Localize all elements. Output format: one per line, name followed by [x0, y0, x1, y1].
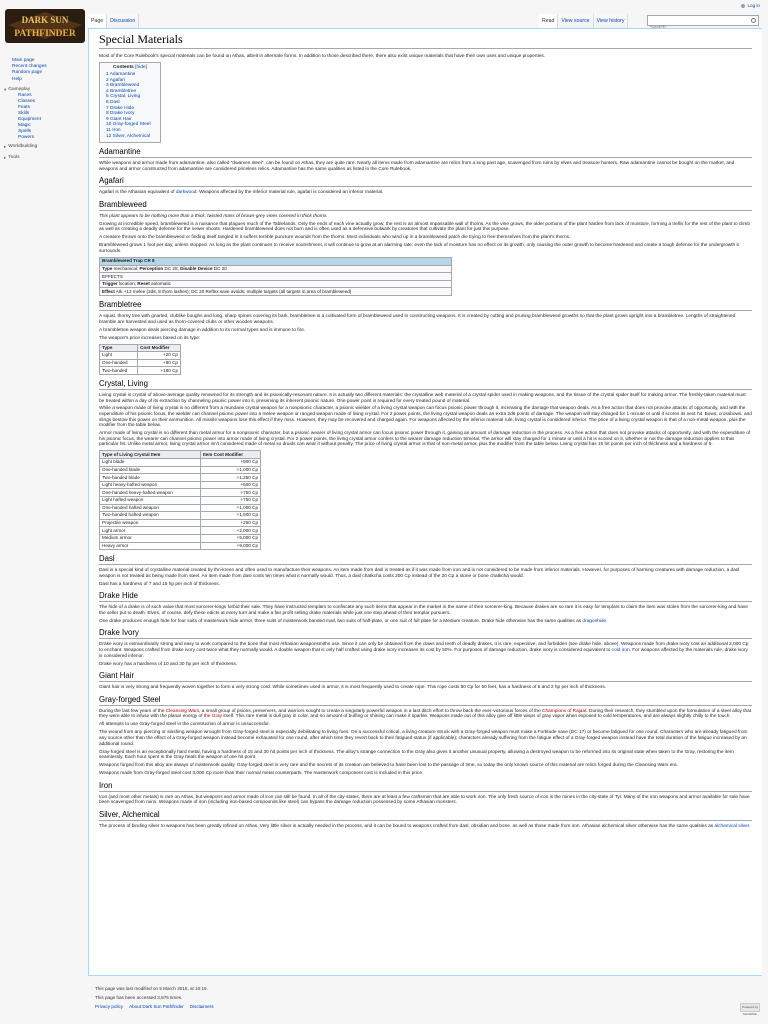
sidebar-item-magic[interactable]: Magic: [18, 122, 31, 128]
cell: Light heavy-hafted weapon: [100, 481, 201, 489]
cell: +900 Cp: [200, 459, 260, 467]
trap-trigger-row: [100, 280, 452, 288]
cell: +750 Cp: [200, 496, 260, 504]
portal-title: Gameplay: [8, 86, 31, 92]
value: automatic: [149, 281, 171, 287]
section-heading-brambletree: Brambletree: [99, 300, 752, 311]
logo-text-top: DARK SUN: [21, 15, 69, 25]
table-of-contents: [99, 62, 161, 143]
sidebar-item-feats[interactable]: Feats: [18, 105, 30, 111]
sidebar-item-skills[interactable]: Skills: [18, 110, 30, 116]
paragraph: [99, 824, 752, 830]
section-heading-adamantine: Adamantine: [99, 147, 752, 158]
text: One drake produces enough hide for four suits of masterwork hide armor, three suits of masterwork banded mail, two suits of half-plate, or one suit of full plate for a Medium creature. Drake hide otherwise has the same qualities as: [99, 618, 583, 624]
privacy-policy-link[interactable]: Privacy policy: [95, 1004, 124, 1009]
footer-last-modified: This page was last modified on 5 March 2015, at 10:15.: [95, 986, 208, 991]
toc-item[interactable]: 8 Drake Ivory: [106, 111, 135, 117]
sidebar-item-classes[interactable]: Classes: [18, 99, 36, 105]
cell: Light hafted weapon: [100, 496, 201, 504]
expanded-arrow-icon: ▾: [4, 86, 7, 92]
cell: Two-handed blade: [100, 474, 201, 482]
sidebar-item-recent-changes[interactable]: Recent changes: [12, 64, 47, 70]
column-header: Item Cost Modifier: [200, 451, 260, 459]
value: DC 25;: [163, 265, 181, 271]
sidebar: [0, 58, 88, 161]
table-row: [100, 496, 261, 504]
toc-item[interactable]: 7 Drake Hide: [106, 105, 134, 111]
table-row: [100, 474, 261, 482]
disclaimers-link[interactable]: Disclaimers: [189, 1004, 214, 1009]
table-row: [100, 359, 181, 367]
label: Type: [102, 265, 113, 271]
section-heading-iron: Iron: [99, 781, 752, 792]
cell: Projectile weapon: [100, 519, 201, 527]
label: Disable Device: [180, 265, 213, 271]
cell: +600 Cp: [200, 481, 260, 489]
tab-view-history[interactable]: View history: [594, 14, 629, 28]
section-heading-agafari: Agafari: [99, 176, 752, 187]
paragraph: [99, 709, 752, 720]
toc-header: [103, 65, 157, 70]
login-link[interactable]: Log in: [747, 3, 760, 8]
sidebar-item-main-page[interactable]: Main page: [12, 58, 35, 63]
text: itself. This rare metal is dull gray in color, and no amount of buffing or shining can make it sparkle. Weapons made out of this alloy give off little wisps of gray vapor when exposed to cold temperatures, and are always slightly chilly to the touch.: [222, 714, 731, 720]
paragraph: Growing at incredible speed, brambleweed is a nuisance that plagues much of the Tablelands. Only the ends of each vine actually grow; the rest is an almost impassable wall of thorns. As the vine grows, the older portions of the plant harden from lack of moisture, forming a trellis for the rest of the plant to climb as well as creating a deadly defense for the newer shoots. Hardened brambleweed does not burn and is often used as a defensive bulwark by creatures that cultivate the plant for just this purpose.: [99, 221, 751, 233]
living-crystal-table: [99, 450, 261, 550]
paragraph: [99, 642, 752, 659]
sidebar-item-spells[interactable]: Spells: [18, 128, 32, 134]
paragraph: The weapon's price increases based on its type:: [99, 335, 201, 341]
text: . Weapons affected by the inferior material rule, agafari is considered an inferior material.: [196, 190, 384, 196]
sidebar-portal-tools[interactable]: [0, 155, 88, 161]
table-row: [100, 352, 181, 360]
table-row: [100, 534, 261, 542]
paragraph: Living crystal is crystal of above-average quality renowned for its strength and its psionically-resonant nature. It is actually two different materials: the crystalline web material of a crystal spider used in making weapons, and the tissue of the crystal spider itself for making armor. The freshly-taken material must be treated within a day of its extraction by channeling psionic power into it, preserving its inherent psionic nature. One power point is required for every treated pound of material.: [99, 392, 746, 404]
toc-item[interactable]: 2 Agafari: [106, 77, 125, 83]
text: Drake ivory is extraordinarily strong and easy to work compared to the bone that most Athasian weaponsmiths use. Since it can only be obtained from the claws and teeth of deadly drakes, it is rare, expensive, and forbidden (see drake hide, above). Weapons made from drake ivory cost an additional 2,000 Cp to enchant. Weapons crafted from drake ivory cost twice what they normally would. A double weapon that is only half crafted using drake ivory increases its cost by 50%. For purposes of damage reduction, drake ivory is considered equivalent to: [99, 642, 749, 654]
toc-item[interactable]: 3 Brambleweed: [106, 83, 140, 89]
toc-item[interactable]: 10 Gray-forged Steel: [106, 122, 151, 128]
paragraph: Iron (and most other metals) is rare on Athas, but weapons and armor made of iron can still be found. In all of the city-states, there are at least a few craftsmen that are able to work iron. The only fresh source of iron is the mines in the city-state of Tyr. Many of the iron weapons and armor available for sale have been scavenged from ruins. Weapons made of iron (including iron-based compounds like steel) can bypass the damage reduction possessed by some Athasian monsters.: [99, 794, 750, 806]
cell: Heavy armor: [100, 542, 201, 550]
cell: +5,000 Cp: [200, 534, 260, 542]
paragraph: The hide of a drake is of such value that most sorcerer-kings forbid their sale. They have instructed templars to confiscate any such items that appear in the market in the name of their sorcerer-king. Because drakes are so rare it is easy for templars to claim the item was stolen from the sorcerer-king and have the seller put to death. Elves, of course, defy these edicts at every turn and make a fair profit selling drake materials while just one step ahead of their templar pursuers.: [99, 605, 748, 616]
trap-effects-head: EFFECTS: [100, 273, 452, 281]
intro-paragraph: Most of the Core Rulebook's special materials can be found on Athas, albeit in alternate forms. In addition to those described there, there also exist unique materials that have their own uses and unique properties.: [99, 54, 546, 59]
sidebar-item-equipment[interactable]: Equipment: [18, 116, 41, 122]
paragraph: Weapons forged from this alloy are always of masterwork quality. Gray-forged steel is very rare and the secrets of its creation are believed to have been lost to the passage of time, so today the only known source of this material are relics forged during the Cleansing Wars era.: [99, 763, 678, 769]
label: Effect: [102, 288, 115, 294]
table-row: [100, 367, 181, 375]
paragraph: A creature thrown onto the brambleweed or finding itself tangled in it suffers terrible puncture wounds from the thorns. Most individuals who wind up in a brambleweed patch die trying to free themselves from the plant's thorns.: [99, 235, 571, 241]
page-title: Special Materials: [99, 32, 752, 49]
paragraph: Armor made of living crystal is no different than metal armor for a nonpsionic character, but a psionic wearer of living crystal armor can focus psionic power through it, gaining an amount of damage reduction in the process. As a free action that does not provoke attacks of opportunity, and with the expenditure of his psionic focus, the wearer can channel psionic power into armor made of living crystal. For 2 power points, the living crystal armor confers to the wearer damage reduction 5/metal. The armor will stay charged for 1 minute or until a hit is scored on it, whether or not the damage reduction applies to that particular hit. Unlike metal armor, living crystal armor isn't considered made of metal so druids can wear it without penalty. The price of living crystal armor is that of non-metal armor, plus the modifier from the table below. Living crystal has 15 hit points per inch of thickness and a hardness of 5.: [99, 431, 751, 448]
toc-item[interactable]: 12 Silver, Alchemical: [106, 133, 150, 139]
paragraph: Brambleweed grows 1 foot per day, unless stopped. As long as the plant continues to receive nourishment, it will continue to grow at an alarming rate; even the lack of moisture has no effect on its growth, only causing the outer growth to become hardened and create a tough defense for the undergrowth it surrounds.: [99, 243, 739, 255]
section-heading-dasl: Dasl: [99, 554, 752, 565]
toc-toggle[interactable]: [hide]: [135, 64, 147, 70]
footer-icons: [740, 1003, 760, 1016]
cell: Two-handed: [100, 367, 138, 375]
tab-discussion[interactable]: Discussion: [107, 14, 139, 28]
text: During the last few years of the: [99, 708, 166, 714]
table-row: [100, 542, 261, 550]
site-logo[interactable]: [5, 9, 85, 43]
label: Perception: [139, 265, 164, 271]
table-row: [100, 512, 261, 520]
value: location;: [117, 281, 138, 287]
toc-item[interactable]: 6 Dasl: [106, 99, 120, 105]
paragraph: Drake ivory has a hardness of 10 and 30 hp per inch of thickness.: [99, 661, 238, 667]
cell: +180 Cp: [138, 367, 181, 375]
column-header: Type: [100, 344, 138, 352]
paragraph: Dasl has a hardness of 7 and 15 hp per inch of thickness.: [99, 581, 220, 587]
section-heading-silver-alchemical: Silver, Alchemical: [99, 810, 752, 821]
section-heading-drake-ivory: Drake Ivory: [99, 628, 752, 639]
footer-places: [95, 1004, 760, 1009]
paragraph: A brambletree weapon deals piercing damage in addition to its normal types and is immune to fire.: [99, 327, 306, 333]
cell: +1,500 Cp: [200, 512, 260, 520]
trap-effect-row: [100, 288, 452, 296]
cell: Two-handed hafted weapon: [100, 512, 201, 520]
view-tabs: [539, 14, 628, 28]
collapsed-arrow-icon: ▸: [4, 154, 7, 160]
cell: +1,250 Cp: [200, 474, 260, 482]
cell: One-handed heavy-hafted weapon: [100, 489, 201, 497]
tab-page[interactable]: Page: [88, 14, 107, 28]
about-link[interactable]: About Dark Sun Pathfinder: [129, 1004, 184, 1009]
cell: +2,000 Cp: [200, 527, 260, 535]
sidebar-portal-worldbuilding[interactable]: [0, 144, 88, 150]
tab-read[interactable]: Read: [539, 14, 558, 28]
sidebar-item-help[interactable]: Help: [12, 76, 22, 82]
label: Reset: [137, 281, 150, 287]
cell: +1,000 Cp: [200, 466, 260, 474]
paragraph: While weapons and armor made from adamantine, also called "dwarven steel", can be found on Athas, they are quite rare. Nearly all items made from adamantine are relics from a long past age, scavenged from ruins by elves and treasure hunters. Raw adamantine cannot be bought on the market, and weapons and armor constructed from adamantine are considered priceless relics. Adamantine has the same qualities as listed in the Core Rulebook.: [99, 161, 735, 172]
text: .: [749, 823, 751, 829]
mediawiki-badge-icon[interactable]: Powered by MediaWiki: [740, 1003, 760, 1012]
table-row: [100, 459, 261, 467]
table-row: [100, 504, 261, 512]
paragraph: [99, 619, 752, 625]
cell: +750 Cp: [200, 489, 260, 497]
section-heading-brambleweed: Brambleweed: [99, 200, 752, 211]
table-row: [100, 519, 261, 527]
paragraph: [99, 190, 752, 196]
cell: Light armor: [100, 527, 201, 535]
main-content: [88, 28, 762, 976]
link-alchemical-silver[interactable]: alchemical silver: [714, 823, 750, 829]
cell: One-handed blade: [100, 466, 201, 474]
cell: +250 Cp: [200, 519, 260, 527]
link-champions-of-rajaat[interactable]: Champions of Rajaat: [542, 708, 587, 714]
cell: One-handed: [100, 359, 138, 367]
cell: +90 Cp: [138, 359, 181, 367]
table-row: [100, 527, 261, 535]
sidebar-item-races[interactable]: Races: [18, 93, 32, 99]
logo-text-bottom: PATHFINDER: [14, 29, 76, 39]
collapsed-arrow-icon: ▸: [4, 144, 7, 150]
text: . For weapons affected by the materials rule, drake ivory is considered inferior.: [99, 648, 748, 659]
table-row: [100, 466, 261, 474]
portal-title: Tools: [8, 154, 20, 160]
cell: One-handed hafted weapon: [100, 504, 201, 512]
sidebar-navigation: [0, 58, 88, 83]
column-header: Cost Modifier: [138, 344, 181, 352]
personal-tools: [741, 3, 760, 8]
trap-type-row: [100, 265, 452, 273]
toc-item[interactable]: 5 Crystal, Living: [106, 94, 141, 100]
flavor-text: This plant appears to be nothing more than a thick, twisted mass of brown-grey vines covered in thick thorns.: [99, 213, 328, 219]
sidebar-gameplay-list: [0, 93, 88, 140]
paragraph: All attempts to use Gray-forged steel in the construction of armor is unsuccessful.: [99, 722, 270, 728]
cell: Medium armor: [100, 534, 201, 542]
toc-item[interactable]: 9 Giant Hair: [106, 116, 132, 122]
paragraph: Dasl is a special kind of crystalline material created by thri-kreen and often used to manufacture their weapons. An item made from dasl is treated as if it was made from iron and is not considered to be made from inferior materials. However, for purposes of harming creatures with damage reduction, a dasl weapon is not treated as being made from steel. An item made from dasl costs ten times what it normally would. Thus, a dasl chatkcha costs 200 Cp instead of the 20 Cp a stone or bone chatkcha would.: [99, 568, 740, 579]
paragraph: The wound from any piercing or slashing weapon wrought from Gray-forged steel is especially debilitating to living foes. On a successful critical, a living creature struck with a Gray-forged weapon must make a Fortitude save (DC 17) or become fatigued for one round. Characters who are already fatigued from any source other than the effect of a Gray-forged weapon instead become exhausted for one round, after which time they revert back to their fatigued status (if applicable); characters already suffering from the fatigue effect of a Gray-forged weapon instead have the total duration of the fatigue increased by an additional round.: [99, 730, 748, 747]
label: Trigger: [102, 281, 118, 287]
search-box: [647, 15, 759, 26]
paragraph: Weapons made from Gray-forged steel cost 3,000 Cp more than their normal metal counterparts. The masterwork component cost is included in this price.: [99, 771, 424, 777]
cell: +1,000 Cp: [200, 504, 260, 512]
tab-view-source[interactable]: View source: [558, 14, 593, 28]
section-heading-gray-forged-steel: Gray-forged Steel: [99, 695, 752, 706]
link-cold-iron[interactable]: cold iron: [611, 648, 630, 654]
paragraph: Gray-forged steel is an exceptionally hard metal, having a hardness of 15 and 30 hit points per inch of thickness. The alloy's strange connection to the Gray also gives it another unusual property, allowing a destroyed weapon to be reformed into its original state when taken to the Gray, restoring the item seamlessly. Each hour spent in the Gray heals the weapon of one hit point.: [99, 749, 734, 761]
toc-item[interactable]: 1 Adamantine: [106, 71, 136, 77]
text: .: [606, 618, 608, 624]
trap-statblock: [99, 257, 452, 296]
paragraph: Giant hair is very strong and frequently woven together to form a very strong cord. While sometimes used in armor, it is most frequently used to create rope. This rope costs 50 Cp for 50 feet, has a hardness of 5 and 2 hp per inch of thickness.: [99, 685, 607, 691]
link-dragonhide[interactable]: dragonhide: [582, 618, 607, 624]
value: mechanical;: [112, 265, 140, 271]
section-heading-giant-hair: Giant Hair: [99, 671, 752, 682]
cell: +9,000 Cp: [200, 542, 260, 550]
toc-item[interactable]: 4 Brambletree: [106, 88, 137, 94]
cell: Light: [100, 352, 138, 360]
cell: +20 Cp: [138, 352, 181, 360]
toc-title: Contents: [113, 64, 134, 70]
toc-item[interactable]: 11 Iron: [106, 127, 121, 133]
search-icon[interactable]: [751, 18, 756, 23]
text: Agafari is the Athasian equivalent of: [99, 190, 176, 196]
link-the-gray[interactable]: the Gray: [203, 714, 223, 720]
paragraph: While a weapon made of living crystal is no different from a mundane crystal weapon for a nonpsionic character, a psionic wielder of a living crystal weapon can focus psionic power through it, increasing the damage that weapon deals. As a free action that does not provoke attacks of opportunity, and with the expenditure of his psionic focus, the wielder can channel psionic power into a melee weapon or ranged weapon made of living crystal. For 2 power points, the living crystal weapon deals an extra 2d6 points of damage. The weapon will stay charged for 1 minute or until it scores its next hit. Bows, crossbows, and slings bestow this power on their ammunition. All missile weapons lose this effect if they miss. However, they may be recovered and charged again. For weapons affected by the inferior material rule, living crystal is considered inferior. The price of a living crystal weapon is that of a non-metal weapon, plus the modifier from the table below.: [99, 406, 752, 429]
sidebar-item-powers[interactable]: Powers: [18, 134, 34, 140]
section-heading-crystal-living: Crystal, Living: [99, 379, 752, 390]
link-darkwood[interactable]: darkwood: [175, 190, 197, 196]
text: , a small group of psions, preservers, and warriors sought to create a singularly powerful weapon in a last ditch effort to throw back the ever-victorious forces of the: [199, 708, 543, 714]
value: DC 20: [212, 265, 227, 271]
section-heading-drake-hide: Drake Hide: [99, 591, 752, 602]
table-row: [100, 489, 261, 497]
paragraph: A squat, thorny tree with gnarled, clublike boughs and long, sharp spines covering its bark, brambletree is a cultivated form of brambleweed used in constructing weapons. It is created by cutting and pruning brambleweed growths so that the plant grows upright into a brambletree. Lengths of straightened bramble are harvested and used as thorn-covered clubs or other wooden weapons.: [99, 313, 736, 325]
sidebar-item-random-page[interactable]: Random page: [12, 70, 43, 76]
value: Atk +12 melee (2d6, 8 thorn lashes); DC 20 Reflex save avoids; multiple targets (all targets in area of brambleweed): [114, 288, 352, 294]
cell: Light blade: [100, 459, 201, 467]
namespace-tabs: [88, 14, 139, 28]
column-header: Type of Living Crystal Item: [100, 451, 201, 459]
table-row: [100, 481, 261, 489]
trap-header: Brambleweed Trap CR 8: [100, 258, 452, 266]
footer-view-count: This page has been accessed 3,875 times.: [95, 995, 183, 1000]
brambletree-price-table: [99, 344, 181, 375]
text: The process of binding silver to weapons has been greatly refined on Athas. Very little silver is actually needed in the process, and it can be bound to weapons crafted from dasl, obsidian and bone, as well as those made from iron. Athasian alchemical silver otherwise has the same qualities as: [99, 823, 715, 829]
portal-title: Worldbuilding: [8, 144, 38, 150]
user-icon: [741, 4, 745, 8]
link-cleansing-wars[interactable]: Cleansing Wars: [165, 708, 200, 714]
text: . During their research, they stumbled upon the formulation of a steel alloy that they were able to infuse with the planar energy of: [99, 708, 752, 720]
footer: [95, 984, 760, 1009]
